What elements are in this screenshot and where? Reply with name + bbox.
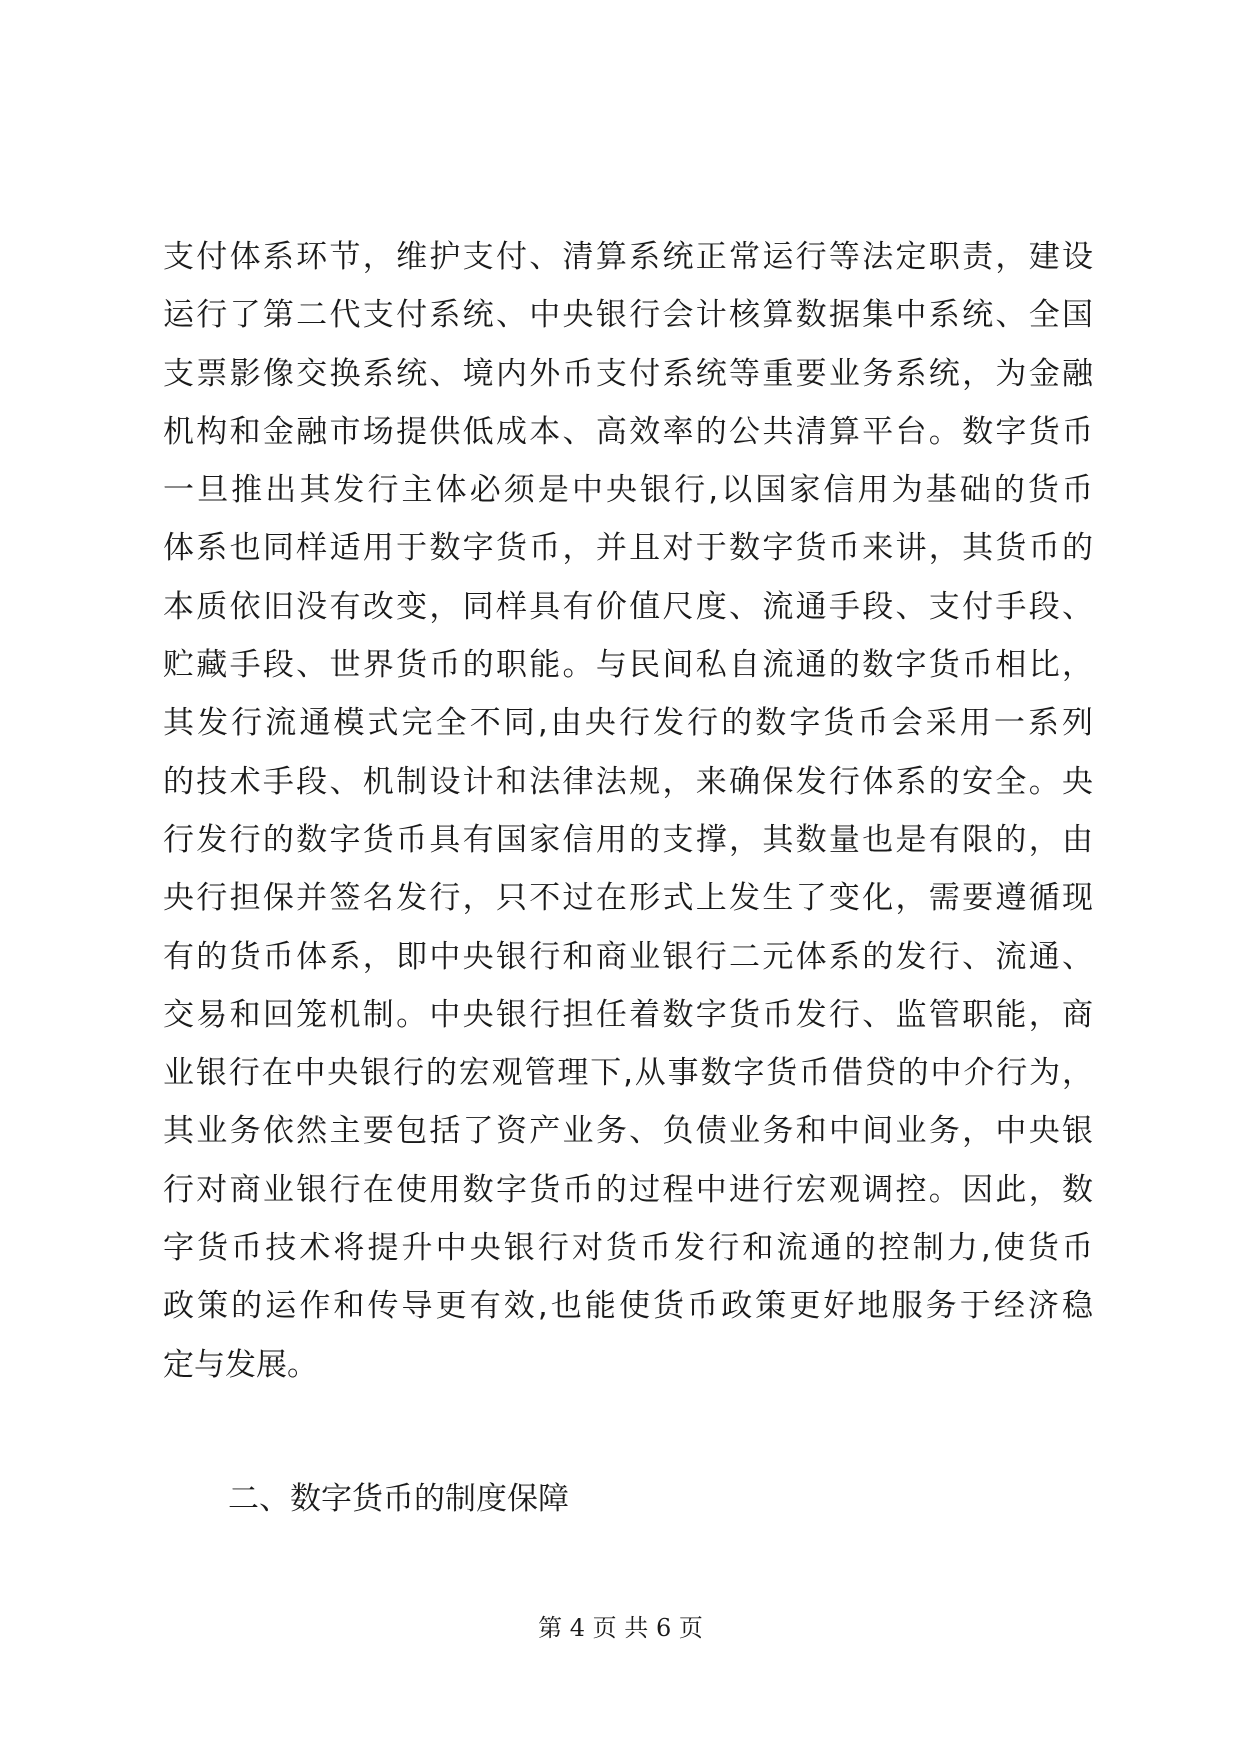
paragraph-line: 贮藏手段、世界货币的职能。与民间私自流通的数字货币相比， [163, 647, 1093, 684]
paragraph-line: 其业务依然主要包括了资产业务、负债业务和中间业务，中央银 [163, 1113, 1093, 1150]
paragraph-line: 央行担保并签名发行，只不过在形式上发生了变化，需要遵循现 [163, 880, 1093, 917]
paragraph-line: 机构和金融市场提供低成本、高效率的公共清算平台。数字货币 [163, 413, 1093, 450]
section-heading: 二、数字货币的制度保障 [228, 1481, 569, 1517]
paragraph-line: 体系也同样适用于数字货币，并且对于数字货币来讲，其货币的 [163, 530, 1093, 567]
paragraph-line: 定与发展。 [163, 1346, 318, 1383]
body-paragraph [163, 228, 1093, 1394]
paragraph-line: 政策的运作和传导更有效,也能使货币政策更好地服务于经济稳 [163, 1288, 1093, 1325]
paragraph-line: 支付体系环节，维护支付、清算系统正常运行等法定职责，建设 [163, 239, 1093, 275]
paragraph-line: 一旦推出其发行主体必须是中央银行,以国家信用为基础的货币 [163, 472, 1093, 509]
paragraph-line: 的技术手段、机制设计和法律法规，来确保发行体系的安全。央 [163, 763, 1093, 800]
paragraph-line: 本质依旧没有改变，同样具有价值尺度、流通手段、支付手段、 [163, 588, 1093, 625]
paragraph-line: 业银行在中央银行的宏观管理下,从事数字货币借贷的中介行为， [163, 1055, 1093, 1092]
paragraph-line: 运行了第二代支付系统、中央银行会计核算数据集中系统、全国 [163, 297, 1093, 334]
paragraph-line: 有的货币体系，即中央银行和商业银行二元体系的发行、流通、 [163, 938, 1093, 975]
paragraph-line: 行对商业银行在使用数字货币的过程中进行宏观调控。因此，数 [163, 1171, 1093, 1208]
paragraph-line: 支票影像交换系统、境内外币支付系统等重要业务系统，为金融 [163, 355, 1093, 392]
paragraph-line: 字货币技术将提升中央银行对货币发行和流通的控制力,使货币 [163, 1230, 1093, 1267]
paragraph-line: 交易和回笼机制。中央银行担任着数字货币发行、监管职能，商 [163, 996, 1093, 1033]
page-footer: 第 4 页 共 6 页 [538, 1614, 703, 1642]
paragraph-line: 其发行流通模式完全不同,由央行发行的数字货币会采用一系列 [163, 705, 1093, 742]
paragraph-line: 行发行的数字货币具有国家信用的支撑，其数量也是有限的，由 [163, 821, 1093, 858]
